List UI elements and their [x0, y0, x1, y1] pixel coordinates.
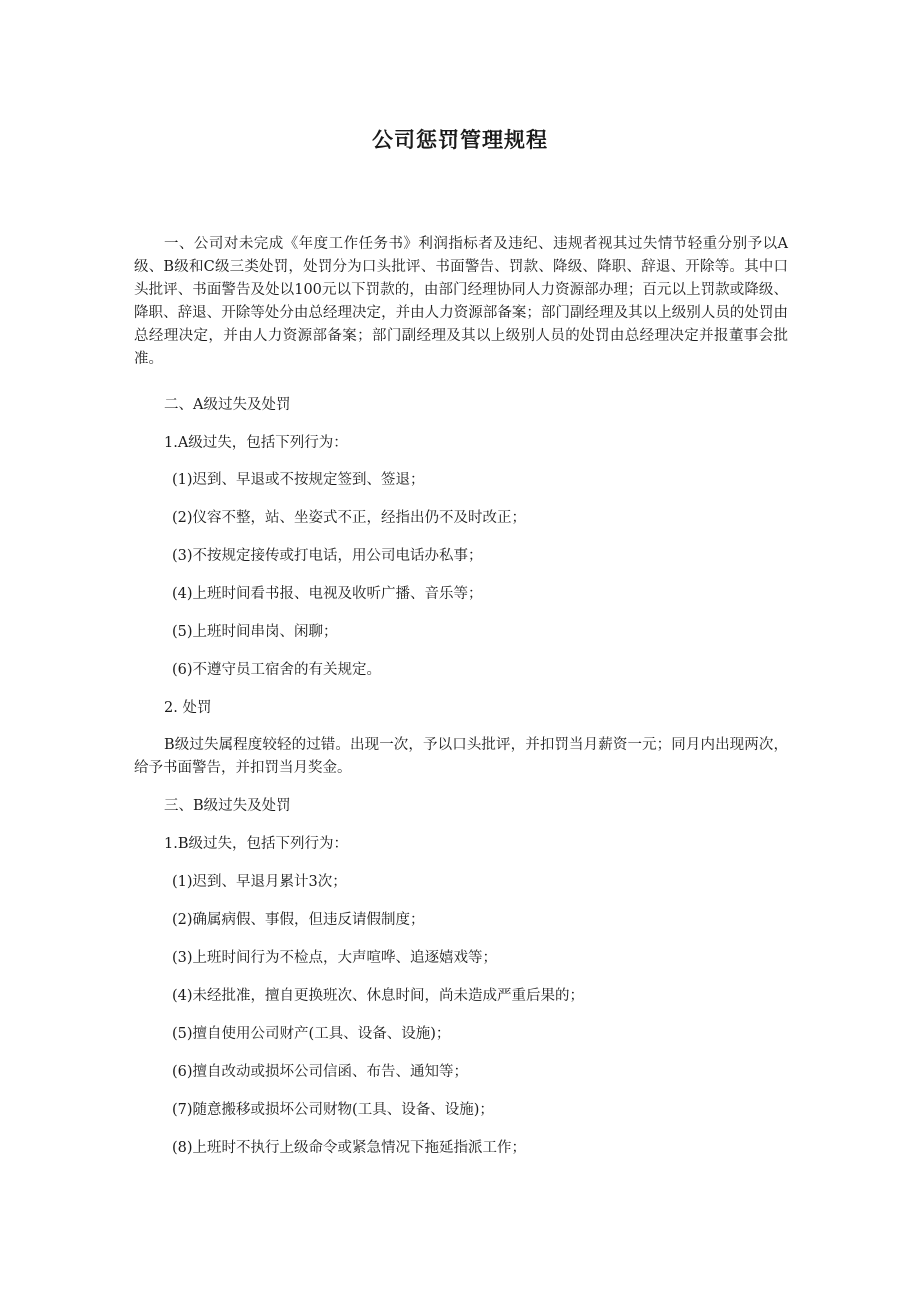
- section-b-item: (7)随意搬移或损坏公司财物(工具、设备、设施)；: [172, 1102, 494, 1118]
- section-b-item: (1)迟到、早退月累计3次；: [172, 874, 347, 890]
- section-a-heading: 二、A级过失及处罚: [164, 397, 291, 413]
- section-b-item: (4)未经批准，擅自更换班次、休息时间，尚未造成严重后果的；: [172, 988, 585, 1004]
- section-a-penalty-text: B级过失属程度较轻的过错。出现一次，予以口头批评，并扣罚当月薪资一元；同月内出现两次，给予书面警告，并扣罚当月奖金。: [134, 737, 788, 776]
- intro-paragraph: 一、公司对未完成《年度工作任务书》利润指标者及违纪、违规者视其过失情节轻重分别予以A级、B级和C级三类处罚，处罚分为口头批评、书面警告、罚款、降级、降职、辞退、开除等。其中口头批评、书面警告及处以100元以下罚款的，由部门经理协同人力资源部办理；百元以上罚款或降级、降职、辞退、开除等处分由总经理决定，并由人力资源部备案；部门副经理及其以上级别人员的处罚由总经理决定，并由人力资源部备案；部门副经理及其以上级别人员的处罚由总经理决定并报董事会批准。: [134, 236, 788, 367]
- section-a-item: (3)不按规定接传或打电话，用公司电话办私事；: [172, 548, 483, 564]
- section-a-subheading: 1.A级过失，包括下列行为：: [164, 435, 348, 451]
- section-a-item: (6)不遵守员工宿舍的有关规定。: [172, 662, 382, 678]
- section-b-item: (3)上班时间行为不检点，大声喧哗、追逐嬉戏等；: [172, 950, 498, 966]
- section-b-item: (5)擅自使用公司财产(工具、设备、设施)；: [172, 1026, 451, 1042]
- section-a-penalty-heading: 2. 处罚: [164, 700, 212, 716]
- section-b-item: (2)确属病假、事假，但违反请假制度；: [172, 912, 425, 928]
- section-a-item: (2)仪容不整，站、坐姿式不正，经指出仍不及时改正；: [172, 510, 527, 526]
- section-b-item: (6)擅自改动或损坏公司信函、布告、通知等；: [172, 1064, 469, 1080]
- section-b-item: (8)上班时不执行上级命令或紧急情况下拖延指派工作；: [172, 1140, 527, 1156]
- section-a-item: (5)上班时间串岗、闲聊；: [172, 624, 338, 640]
- section-a-item: (1)迟到、早退或不按规定签到、签退；: [172, 472, 425, 488]
- section-b-heading: 三、B级过失及处罚: [164, 798, 291, 814]
- section-b-subheading: 1.B级过失，包括下列行为：: [164, 836, 348, 852]
- section-a-item: (4)上班时间看书报、电视及收听广播、音乐等；: [172, 586, 483, 602]
- document-title: 公司惩罚管理规程: [372, 128, 548, 152]
